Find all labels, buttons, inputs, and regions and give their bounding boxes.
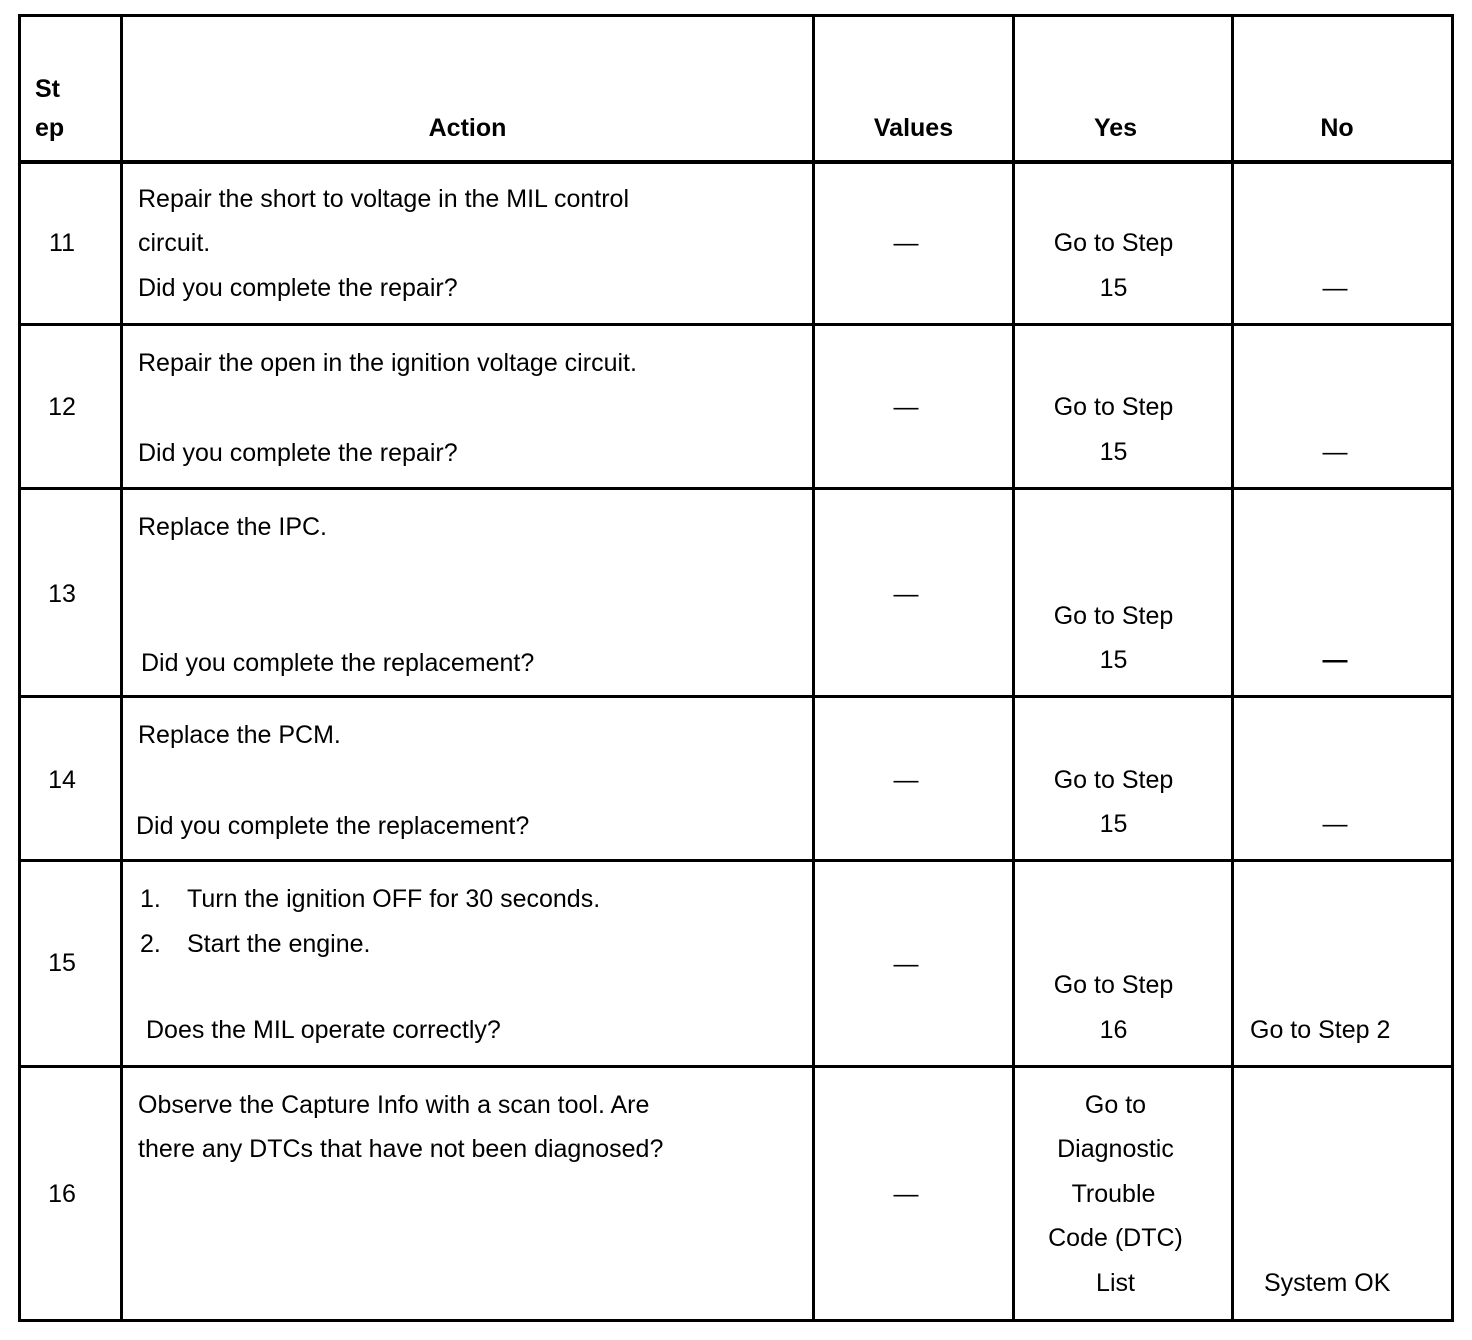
yes-cell: 15 — [1099, 646, 1128, 674]
table-border-right — [1451, 14, 1454, 1322]
header-step-line2: ep — [35, 114, 65, 142]
action-text: Replace the PCM. — [138, 721, 341, 749]
row-divider — [18, 323, 1454, 326]
action-text: Repair the open in the ignition voltage circuit. — [138, 349, 637, 377]
header-no: No — [1320, 114, 1354, 142]
yes-cell: Diagnostic — [1057, 1135, 1174, 1163]
column-divider-step — [120, 14, 123, 1322]
yes-cell: 15 — [1099, 438, 1128, 466]
row-divider — [18, 695, 1454, 698]
action-text: Replace the IPC. — [138, 513, 327, 541]
header-divider — [18, 160, 1454, 164]
yes-cell: Go to Step — [1053, 971, 1174, 999]
step-number: 11 — [49, 229, 75, 257]
action-text: there any DTCs that have not been diagnosed? — [138, 1135, 664, 1163]
step-number: 12 — [48, 393, 76, 421]
action-question: Does the MIL operate correctly? — [146, 1016, 501, 1044]
table-border-left — [18, 14, 21, 1322]
no-cell: — — [1322, 438, 1348, 466]
no-cell: — — [1322, 274, 1348, 302]
yes-cell: 16 — [1099, 1016, 1128, 1044]
list-number: 2. — [140, 930, 161, 958]
yes-cell: Go to Step — [1053, 766, 1174, 794]
row-divider — [18, 859, 1454, 862]
values-cell: — — [893, 580, 919, 608]
action-question: Did you complete the repair? — [138, 274, 458, 302]
yes-cell: Trouble — [1071, 1180, 1156, 1208]
yes-cell: Go to Step — [1053, 393, 1174, 421]
action-question: Did you complete the repair? — [138, 439, 458, 467]
table-border-bottom — [18, 1319, 1454, 1322]
yes-cell: 15 — [1099, 810, 1128, 838]
header-action: Action — [428, 114, 507, 142]
row-divider — [18, 487, 1454, 490]
row-divider — [18, 1065, 1454, 1068]
values-cell: — — [893, 950, 919, 978]
step-number: 14 — [48, 766, 76, 794]
step-number: 15 — [48, 949, 76, 977]
no-cell: — — [1322, 810, 1348, 838]
yes-cell: Go to Step — [1053, 229, 1174, 257]
action-text: Repair the short to voltage in the MIL control — [138, 185, 630, 213]
yes-cell: Go to Step — [1053, 602, 1174, 630]
action-text: circuit. — [138, 229, 211, 257]
values-cell: — — [893, 229, 919, 257]
values-cell: — — [893, 393, 919, 421]
values-cell: — — [893, 1180, 919, 1208]
step-number: 16 — [48, 1180, 76, 1208]
list-number: 1. — [140, 885, 161, 913]
action-question: Did you complete the replacement? — [141, 649, 535, 677]
values-cell: — — [893, 766, 919, 794]
header-values: Values — [873, 114, 954, 142]
action-question: Did you complete the replacement? — [136, 812, 530, 840]
no-cell: System OK — [1264, 1269, 1391, 1297]
yes-cell: Code (DTC) — [1048, 1224, 1183, 1252]
no-cell: — — [1322, 646, 1348, 674]
column-divider-action — [812, 14, 815, 1322]
table-border-top — [18, 14, 1454, 17]
yes-cell: 15 — [1099, 274, 1128, 302]
step-number: 13 — [48, 580, 76, 608]
yes-cell: Go to — [1084, 1091, 1147, 1119]
yes-cell: List — [1096, 1269, 1135, 1297]
header-yes: Yes — [1093, 114, 1138, 142]
no-cell: Go to Step 2 — [1250, 1016, 1391, 1044]
action-text: Observe the Capture Info with a scan tool. Are — [138, 1091, 650, 1119]
header-step-line1: St — [35, 75, 60, 103]
list-item-text: Start the engine. — [187, 930, 371, 958]
list-item-text: Turn the ignition OFF for 30 seconds. — [187, 885, 601, 913]
